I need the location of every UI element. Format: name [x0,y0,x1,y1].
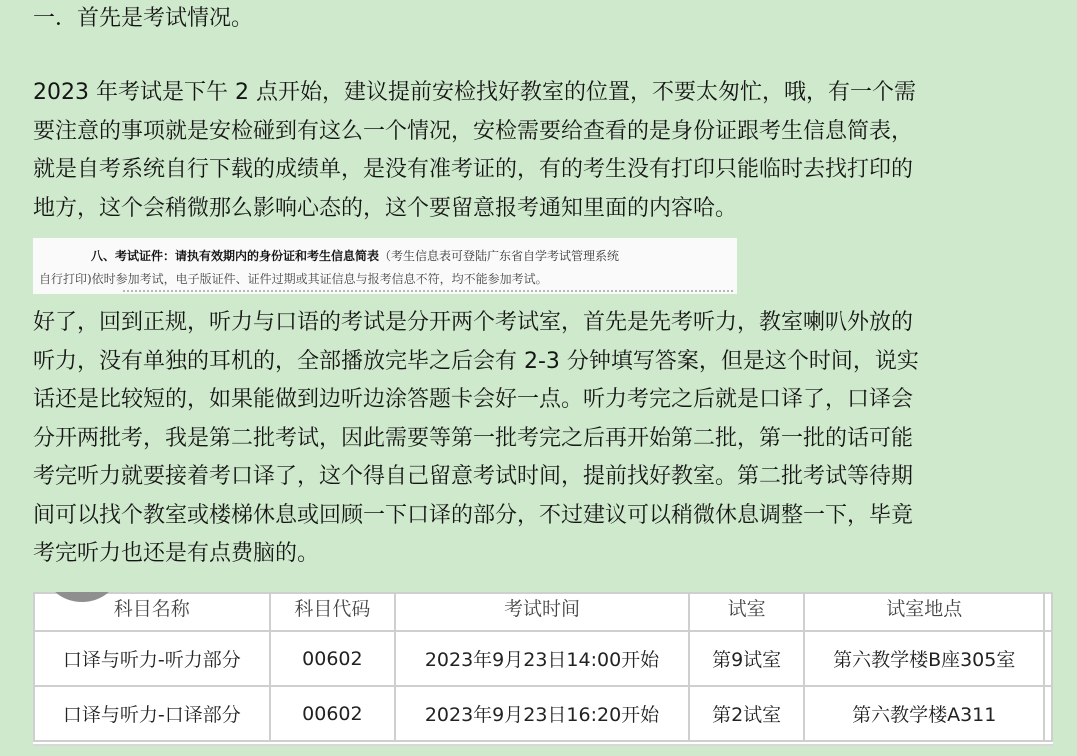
cell-cropped-column [1044,686,1052,741]
cell-exam-room: 第9试室 [689,631,805,686]
header-exam-time: 考试时间 [395,593,689,631]
notice-cropped-edge [123,290,733,294]
cell-exam-time: 2023年9月23日14:00开始 [395,631,689,686]
paragraph-line: 考完听力就要接着考口译了，这个得自己留意考试时间，提前找好教室。第二批考试等待期 [33,464,914,489]
cell-cropped-column [1044,631,1052,686]
paragraph-line: 地方，这个会稍微那么影响心态的，这个要留意报考通知里面的内容哈。 [33,195,738,221]
header-subject-name: 科目名称 [34,593,270,631]
header-cropped-column [1044,593,1052,631]
section-heading: 一．首先是考试情况。 [33,6,254,31]
notice-label: 八、考试证件： [91,249,176,263]
paragraph-exam-process [33,304,919,574]
exam-id-notice-image [33,238,737,294]
paragraph-line: 要注意的事项就是安检碰到有这么一个情况，安检需要给查看的是身份证跟考生信息简表， [33,118,914,144]
cell-room-location: 第六教学楼B座305室 [804,631,1044,686]
paragraph-line: 2023 年考试是下午 2 点开始，建议提前安检找好教室的位置，不要太匆忙，哦，有一个需 [33,80,916,105]
paragraph-exam-intro [33,74,916,228]
paragraph-line: 听力，没有单独的耳机的，全部播放完毕之后会有 2-3 分钟填写答案，但是这个时间，说实 [33,348,919,374]
table-row [34,686,1052,741]
cell-subject-name: 口译与听力-口译部分 [34,686,270,741]
paragraph-line: 考完听力也还是有点费脑的。 [33,541,320,566]
cell-subject-name: 口译与听力-听力部分 [34,631,270,686]
exam-schedule-table-image [33,592,1053,746]
header-subject-code: 科目代码 [270,593,396,631]
table-header-row [34,593,1052,631]
cell-subject-code: 00602 [270,686,396,741]
notice-bold-text: 请执有效期内的身份证和考生信息简表 [175,249,380,263]
paragraph-line: 间可以找个教室或楼梯休息或回顾一下口译的部分，不过建议可以稍微休息调整一下，毕竟 [33,502,914,528]
header-room-location: 试室地点 [804,593,1044,631]
table-row [34,631,1052,686]
paragraph-line: 分开两批考，我是第二批考试，因此需要等第一批考完之后再开始第二批，第一批的话可能 [33,425,914,451]
notice-rest-text: （考生信息表可登陆广东省自学考试管理系统 [379,249,620,263]
paragraph-line: 话还是比较短的，如果能做到边听边涂答题卡会好一点。听力考完之后就是口译了，口译会 [33,387,914,412]
paragraph-line: 好了，回到正规，听力与口语的考试是分开两个考试室，首先是先考听力，教室喇叭外放的 [33,310,914,335]
notice-line-2: 自行打印)依时参加考试，电子版证件、证件过期或其证信息与报考信息不符，均不能参加考试。 [39,272,548,286]
paragraph-line: 就是自考系统自行下载的成绩单，是没有准考证的，有的考生没有打印只能临时去找打印的 [33,157,914,182]
exam-schedule-table [33,592,1053,742]
cell-exam-room: 第2试室 [689,686,805,741]
notice-line-1 [91,247,619,264]
cell-exam-time: 2023年9月23日16:20开始 [395,686,689,741]
header-exam-room: 试室 [689,593,805,631]
cell-room-location: 第六教学楼A311 [804,686,1044,741]
cell-subject-code: 00602 [270,631,396,686]
